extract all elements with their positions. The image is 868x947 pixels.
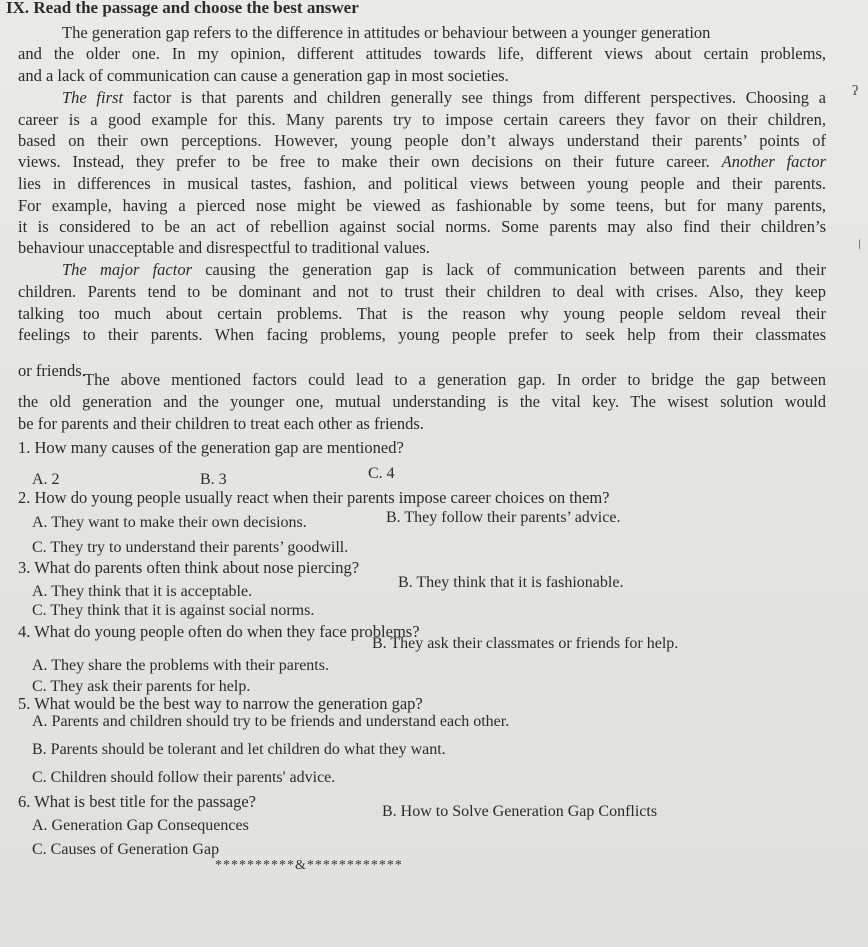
end-separator: **********&************ (215, 858, 403, 873)
section-title: IX. Read the passage and choose the best answer (6, 0, 359, 17)
option-1b: B. 3 (200, 471, 227, 488)
passage-line: The first factor is that parents and children generally see things from different perspectives. Choosing a (62, 88, 826, 107)
option-3b: B. They think that it is fashionable. (398, 574, 624, 591)
passage-line: the old generation and the younger one, mutual understanding is the vital key. The wisest solution would (18, 392, 826, 411)
question-4: 4. What do young people often do when they face problems? (18, 622, 420, 641)
option-2b: B. They follow their parents’ advice. (386, 509, 621, 526)
option-6b: B. How to Solve Generation Gap Conflicts (382, 803, 658, 820)
passage-line: For example, having a pierced nose might be viewed as fashionable by some teens, but for many parents, (18, 196, 826, 215)
passage-line: The above mentioned factors could lead to a generation gap. In order to bridge the gap between (84, 370, 826, 389)
passage-line: and a lack of communication can cause a generation gap in most societies. (18, 66, 509, 85)
question-3: 3. What do parents often think about nose piercing? (18, 558, 360, 577)
passage-line: feelings to their parents. When facing problems, young people prefer to seek help from their classmates (18, 325, 826, 344)
option-6c: C. Causes of Generation Gap (32, 841, 220, 858)
option-4c: C. They ask their parents for help. (32, 678, 251, 695)
question-6: 6. What is best title for the passage? (18, 792, 256, 811)
option-5a: A. Parents and children should try to be friends and understand each other. (32, 713, 510, 730)
option-3c: C. They think that it is against social norms. (32, 602, 315, 619)
option-4a: A. They share the problems with their parents. (32, 657, 329, 674)
passage-line: behaviour unacceptable and disrespectful to traditional values. (18, 238, 430, 257)
question-2: 2. How do young people usually react when their parents impose career choices on them? (18, 488, 610, 507)
option-5c: C. Children should follow their parents' advice. (32, 769, 336, 786)
passage-line: and the older one. In my opinion, different attitudes towards life, different views about certain problems, (18, 44, 826, 63)
option-4b: B. They ask their classmates or friends for help. (372, 635, 679, 652)
option-2a: A. They want to make their own decisions. (32, 514, 307, 531)
passage-line: be for parents and their children to treat each other as friends. (18, 414, 424, 433)
passage-line: or friends. (18, 361, 86, 380)
passage-line: career is a good example for this. Many parents try to impose certain careers they favor on their children, (18, 110, 826, 129)
margin-mark: ʔ (852, 84, 859, 99)
question-5: 5. What would be the best way to narrow the generation gap? (18, 694, 423, 713)
passage-line: lies in differences in musical tastes, fashion, and political views between young people and their parents. (18, 174, 826, 193)
option-5b: B. Parents should be tolerant and let children do what they want. (32, 741, 446, 758)
passage-line: based on their own perceptions. However, young people don’t always understand their parents’ points of (18, 131, 826, 150)
passage-line: talking too much about certain problems. That is the reason why young people seldom reveal their (18, 304, 826, 323)
passage-line: it is considered to be an act of rebellion against social norms. Some parents may also find their children’s (18, 217, 826, 236)
option-1a: A. 2 (32, 471, 60, 488)
passage-line: views. Instead, they prefer to be free to make their own decisions on their future career. Another factor (18, 152, 827, 171)
option-1c: C. 4 (368, 465, 395, 482)
option-2c: C. They try to understand their parents’ goodwill. (32, 539, 349, 556)
passage-line: The generation gap refers to the difference in attitudes or behaviour between a younger generation (62, 23, 711, 42)
option-3a: A. They think that it is acceptable. (32, 583, 253, 600)
margin-mark: ǀ (858, 238, 861, 253)
passage-line: children. Parents tend to be dominant and not to trust their children to deal with crises. Also, they keep (18, 282, 826, 301)
option-6a: A. Generation Gap Consequences (32, 817, 249, 834)
passage-line: The major factor causing the generation gap is lack of communication between parents and their (62, 260, 826, 279)
question-1: 1. How many causes of the generation gap are mentioned? (18, 438, 404, 457)
